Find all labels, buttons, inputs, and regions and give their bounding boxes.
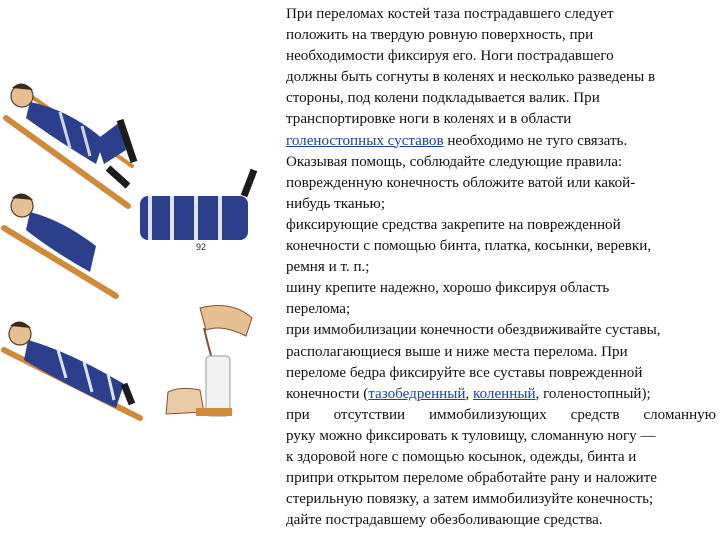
- article-line: [286, 342, 716, 363]
- figure-number: 92: [196, 242, 207, 252]
- article-line: [286, 25, 716, 46]
- article-text-segment: перелома;: [286, 301, 351, 318]
- article-text-segment: при отсутствии иммобилизующих средств сломанную: [286, 406, 716, 423]
- article-text-segment: конечности с помощью бинта, платка, косынки, веревки,: [286, 238, 652, 255]
- article-text-segment: шину крепите надежно, хорошо фиксируя область: [286, 280, 610, 297]
- article-line: [286, 510, 716, 531]
- article-text-segment: , голеностопный);: [535, 385, 651, 402]
- article-line: [286, 257, 716, 278]
- article-text-segment: ,: [465, 385, 474, 402]
- article-text-segment: к здоровой ноге с помощью косынок, одежды, бинта и: [286, 448, 637, 465]
- article-text-segment: переломе бедра фиксируйте все суставы поврежденной: [286, 364, 643, 381]
- article-line: [286, 384, 716, 405]
- article-text-segment: припри открытом переломе обработайте рану и наложите: [286, 470, 657, 487]
- article-link[interactable]: голеностопных суставов: [286, 132, 444, 149]
- article-line: [286, 194, 716, 215]
- article-line: [286, 447, 716, 468]
- article-line: [286, 131, 716, 152]
- article-line: [286, 88, 716, 109]
- article-text-segment: положить на твердую ровную поверхность, при: [286, 27, 594, 44]
- article-line: [286, 109, 716, 130]
- article-line: [286, 215, 716, 236]
- article-text-segment: транспортировке ноги в коленях и в области: [286, 111, 572, 128]
- article-text-segment: ремня и т. п.;: [286, 259, 370, 276]
- panel-patient-legs-bent: [6, 83, 134, 206]
- article-line: [286, 489, 716, 510]
- article-text-segment: располагающиеся выше и ниже места перелома. При: [286, 343, 628, 360]
- article-line: [286, 363, 716, 384]
- panel-patient-with-splint: [4, 321, 140, 418]
- article-text-segment: фиксирующие средства закрепите на поврежденной: [286, 216, 621, 233]
- article-text-segment: стерильную повязку, а затем иммобилизуйте конечность;: [286, 491, 654, 508]
- article-line: [286, 278, 716, 299]
- article-text: [286, 4, 716, 531]
- article-text-segment: должны быть согнуты в коленях и несколько разведены в: [286, 69, 656, 86]
- article-line: [286, 426, 716, 447]
- article-line: [286, 152, 716, 173]
- article-line: [286, 4, 716, 25]
- article-text-segment: поврежденную конечность обложите ватой или какой-: [286, 174, 636, 191]
- article-text-segment: необходимости фиксируя его. Ноги пострадавшего: [286, 48, 614, 65]
- article-line: [286, 46, 716, 67]
- panel-splint-bandaging: [166, 306, 252, 416]
- article-text-segment: стороны, под колени подкладывается валик. При: [286, 90, 600, 107]
- article-line: [286, 299, 716, 320]
- first-aid-illustrations: [0, 0, 270, 540]
- article-line: [286, 320, 716, 341]
- article-text-segment: при иммобилизации конечности обездвиживайте суставы,: [286, 322, 661, 339]
- article-text-segment: дайте пострадавшему обезболивающие средства.: [286, 512, 603, 529]
- article-line: [286, 173, 716, 194]
- article-line: [286, 236, 716, 257]
- article-line: [286, 468, 716, 489]
- panel-patient-legs-tied: [4, 170, 254, 296]
- article-line: [286, 67, 716, 88]
- article-text-segment: При переломах костей таза пострадавшего следует: [286, 6, 614, 22]
- article-text-segment: необходимо не туго связать.: [443, 132, 628, 149]
- article-line: [286, 405, 716, 426]
- article-text-segment: Оказывая помощь, соблюдайте следующие правила:: [286, 153, 623, 170]
- article-link[interactable]: тазобедренный: [368, 385, 466, 402]
- article-text-segment: нибудь тканью;: [286, 195, 386, 212]
- article-text-segment: конечности (: [286, 385, 369, 402]
- article-link[interactable]: коленный: [473, 385, 536, 402]
- article-text-segment: руку можно фиксировать к туловищу, сломанную ногу —: [286, 427, 656, 444]
